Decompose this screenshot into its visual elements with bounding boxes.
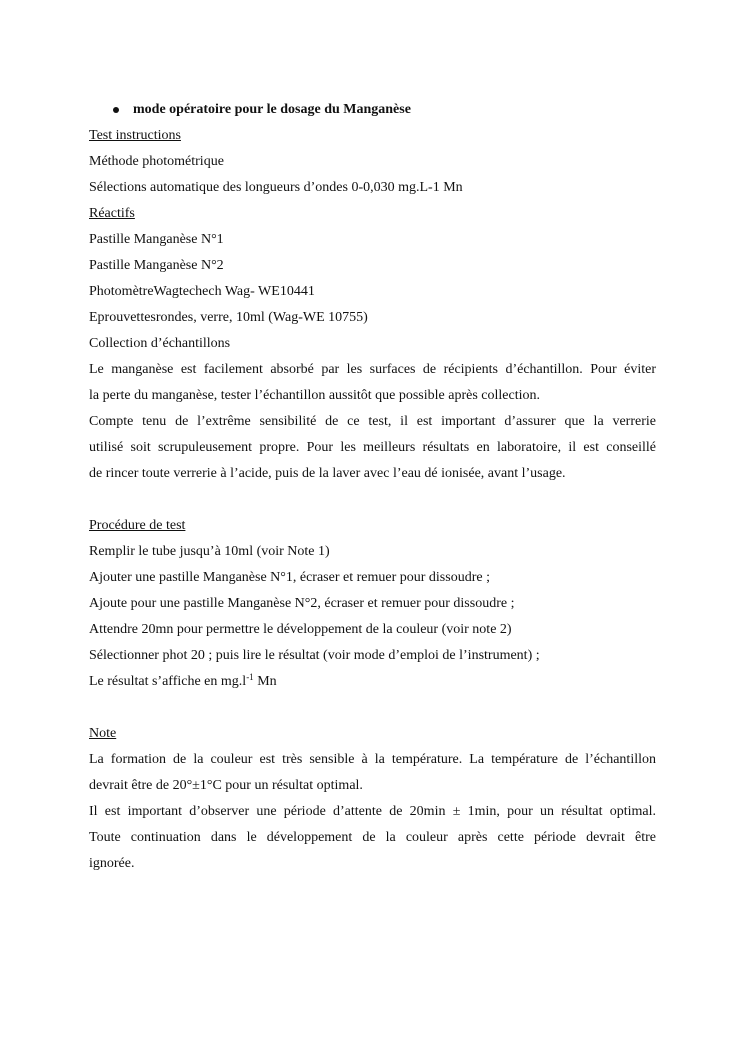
reagent-item: Pastille Manganèse N°2: [89, 258, 224, 273]
collection-paragraph-line: utilisé soit scrupuleusement propre. Pour les meilleurs résultats en laboratoire, il est conseillé: [89, 440, 656, 455]
note-paragraph-line: devrait être de 20°±1°C pour un résultat optimal.: [89, 778, 363, 793]
reagent-item: Eprouvettesrondes, verre, 10ml (Wag-WE 10755): [89, 310, 368, 325]
note-paragraph-line: ignorée.: [89, 856, 135, 871]
collection-heading: Collection d’échantillons: [89, 336, 231, 351]
result-suffix: Mn: [253, 674, 277, 689]
spacer: [89, 695, 656, 721]
note-paragraph-line: Il est important d’observer une période d’attente de 20min ± 1min, pour un résultat optimal.: [89, 804, 656, 819]
reagents-heading: Réactifs: [89, 206, 135, 221]
note-paragraph-line: La formation de la couleur est très sensible à la température. La température de l’échantillon: [89, 752, 656, 767]
section-title-text: mode opératoire pour le dosage du Manganèse: [133, 102, 411, 117]
procedure-heading: Procédure de test: [89, 518, 186, 533]
spacer: [89, 487, 656, 513]
procedure-step: Sélectionner phot 20 ; puis lire le résultat (voir mode d’emploi de l’instrument) ;: [89, 648, 540, 663]
section-title: [89, 97, 656, 123]
result-unit-line: [89, 669, 656, 695]
test-instructions-heading: Test instructions: [89, 128, 181, 143]
collection-paragraph-line: la perte du manganèse, tester l’échantillon aussitôt que possible après collection.: [89, 388, 540, 403]
collection-paragraph-line: Compte tenu de l’extrême sensibilité de ce test, il est important d’assurer que la verrerie: [89, 414, 656, 429]
document-body: [89, 97, 656, 877]
procedure-step: Ajouter une pastille Manganèse N°1, écraser et remuer pour dissoudre ;: [89, 570, 490, 585]
procedure-step: Attendre 20mn pour permettre le développement de la couleur (voir note 2): [89, 622, 512, 637]
bullet-icon: [113, 107, 119, 113]
collection-paragraph-line: de rincer toute verrerie à l’acide, puis de la laver avec l’eau dé ionisée, avant l’usage.: [89, 466, 566, 481]
note-paragraph-line: Toute continuation dans le développement de la couleur après cette période devrait être: [89, 830, 656, 845]
reagent-item: Pastille Manganèse N°1: [89, 232, 224, 247]
reagent-item: PhotomètreWagtechech Wag- WE10441: [89, 284, 315, 299]
method-line: Méthode photométrique: [89, 154, 224, 169]
result-exponent: -1: [246, 672, 254, 682]
wavelength-selection-line: Sélections automatique des longueurs d’ondes 0-0,030 mg.L-1 Mn: [89, 180, 463, 195]
note-heading: Note: [89, 726, 117, 741]
procedure-step: Remplir le tube jusqu’à 10ml (voir Note 1): [89, 544, 330, 559]
procedure-step: Ajoute pour une pastille Manganèse N°2, écraser et remuer pour dissoudre ;: [89, 596, 515, 611]
collection-paragraph-line: Le manganèse est facilement absorbé par les surfaces de récipients d’échantillon. Pour éviter: [89, 362, 656, 377]
result-prefix: Le résultat s’affiche en mg.l: [89, 674, 247, 689]
